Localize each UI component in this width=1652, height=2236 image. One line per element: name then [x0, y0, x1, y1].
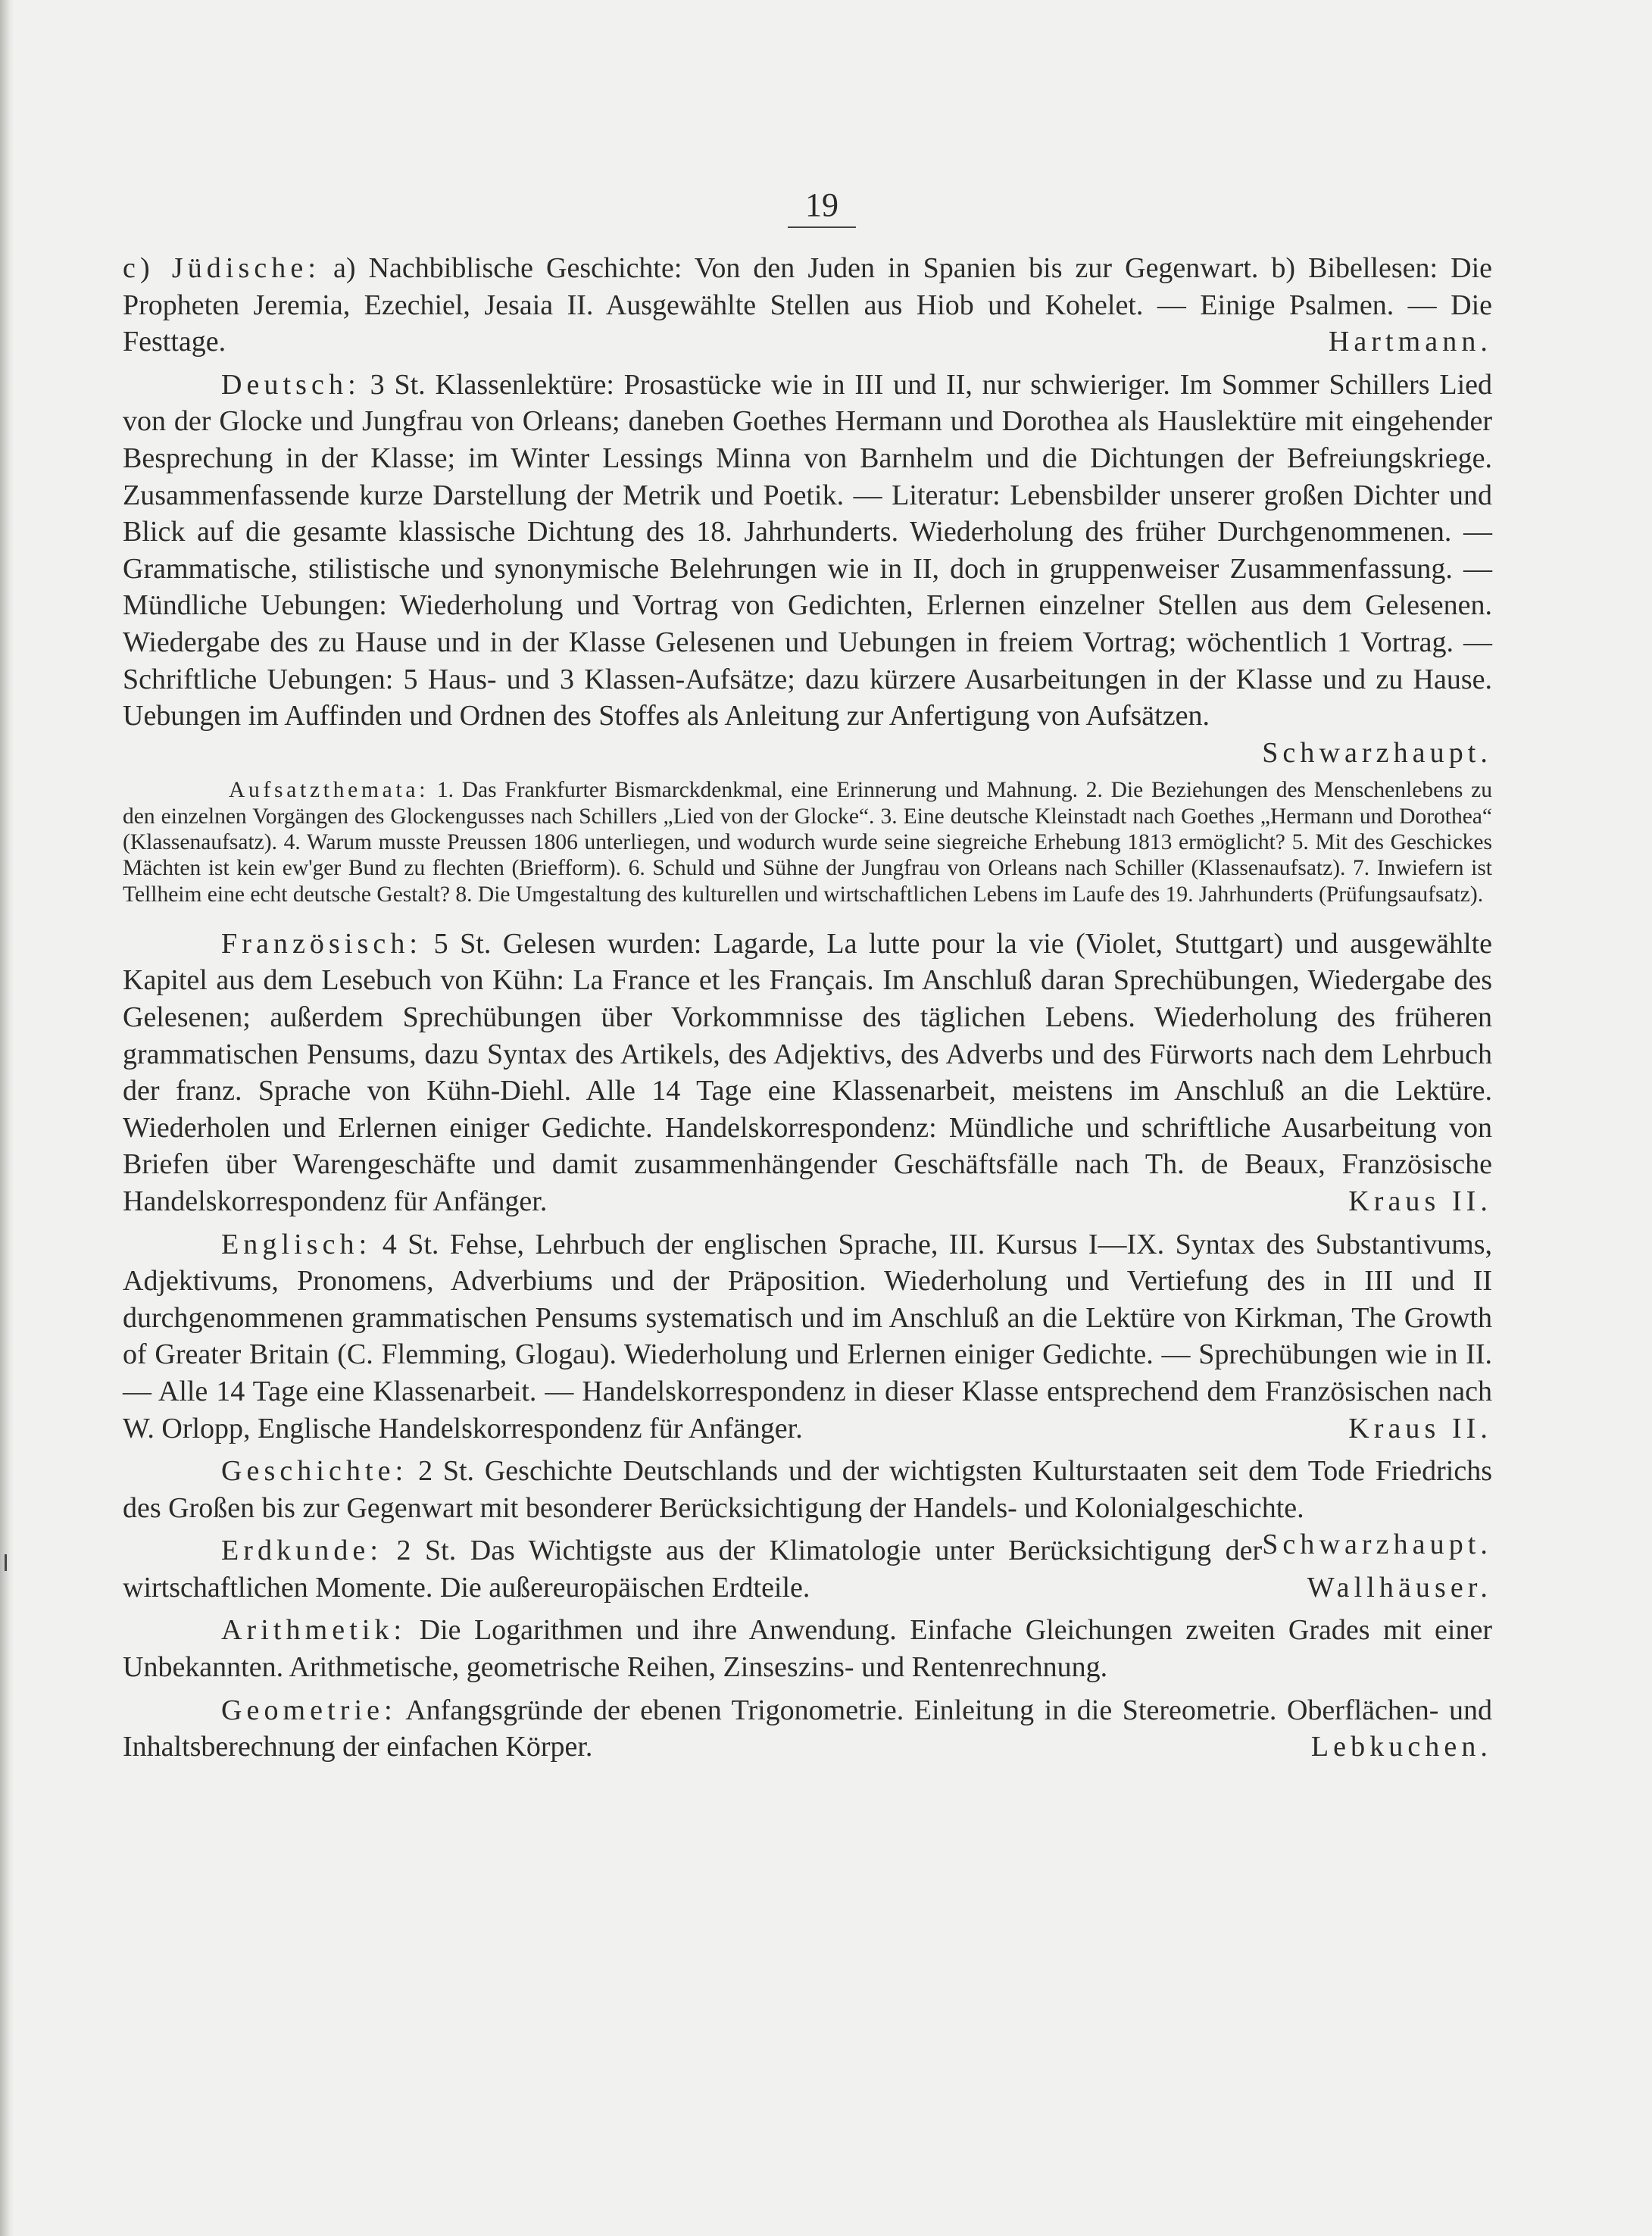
page-edge-shadow	[0, 0, 14, 2236]
section-lead: Französisch:	[221, 927, 423, 960]
teacher-name: Kraus II.	[1348, 1412, 1492, 1444]
section-lead: Geometrie:	[221, 1694, 397, 1726]
section-text: 2 St. Das Wichtigste aus der Klimatologie unter Berücksichtigung der wirtschaftlichen Momente. Die außereuropäischen Erdteile.	[123, 1535, 1263, 1604]
section-juedische	[123, 250, 1492, 361]
teacher-name: Hartmann.	[1328, 326, 1492, 358]
teacher-name: Schwarzhaupt.	[1262, 736, 1492, 769]
section-text: 3 St. Klassenlektüre: Prosastücke wie in III und II, nur schwieriger. Im Sommer Schillers Lied von der Glocke und Jungfrau von Orleans; daneben Goethes Hermann und Dorothea als Hauslektüre mit eingehender Besprechung in der Klasse; im Winter Lessings Minna von Barnhelm und die Dichtungen der Befreiungskriege. Zusammenfassende kurze Darstellung der Metrik und Poetik. — Literatur: Lebensbilder unserer großen Dichter und Blick auf die gesamte klassische Dichtung des 18. Jahrhunderts. Wiederholung des früher Durchgenommenen. — Grammatische, stilistische und synonymische Belehrungen wie in II, doch in gruppenweiser Zusammenfassung. — Mündliche Uebungen: Wiederholung und Vortrag von Gedichten, Erlernen einzelner Stellen aus dem Gelesenen. Wiedergabe des zu Hause und in der Klasse Gelesenen und Uebungen in freiem Vortrag; wöchentlich 1 Vortrag. — Schriftliche Uebungen: 5 Haus- und 3 Klassen-Aufsätze; dazu kürzere Ausarbeitungen in der Klasse und zu Hause. Uebungen im Auffinden und Ordnen des Stoffes als Anleitung zur Anfertigung von Aufsätzen.	[123, 368, 1492, 732]
section-text: Anfangsgründe der ebenen Trigonometrie. Einleitung in die Stereometrie. Oberflächen- und Inhaltsberechnung der einfachen Körper.	[123, 1694, 1492, 1763]
section-lead: Deutsch:	[221, 368, 361, 401]
section-text: 5 St. Gelesen wurden: Lagarde, La lutte pour la vie (Violet, Stuttgart) und ausgewählte Kapitel aus dem Lesebuch von Kühn: La France et les Français. Im Anschluß daran Sprechübungen, Wiedergabe des Gelesenen; außerdem Sprechübungen über Vorkommnisse des täglichen Lebens. Wiederholung des früheren grammatischen Pensums, dazu Syntax des Artikels, des Adjektivs, des Adverbs und des Fürworts nach dem Lehrbuch der franz. Sprache von Kühn-Diehl. Alle 14 Tage eine Klassenarbeit, meistens im Anschluß an die Lektüre. Wiederholen und Erlernen einiger Gedichte. Handelskorrespondenz: Mündliche und schriftliche Ausarbeitung von Briefen über Warengeschäfte und damit zusammenhängender Geschäftsfälle nach Th. de Beaux, Französische Handelskorrespondenz für Anfänger.	[123, 927, 1493, 1217]
teacher-name: Kraus II.	[1348, 1185, 1492, 1217]
section-aufsatzthemata	[123, 777, 1492, 907]
section-arithmetik	[123, 1612, 1492, 1685]
section-lead: Erdkunde:	[221, 1535, 383, 1567]
teacher-name: Schwarzhaupt.	[1262, 1529, 1492, 1561]
section-lead: Arithmetik:	[221, 1614, 407, 1647]
teacher-name: Lebkuchen.	[1310, 1731, 1492, 1763]
section-deutsch	[123, 367, 1492, 772]
teacher-name: Wallhäuser.	[1307, 1571, 1492, 1604]
section-lead: Aufsatzthemata:	[229, 778, 429, 803]
section-text: 1. Das Frankfurter Bismarckdenkmal, eine Erinnerung und Mahnung. 2. Die Beziehungen des Menschenlebens zu den einzelnen Vorgängen des Glockengusses nach Schillers „Lied von der Glocke“. 3. Eine deutsche Kleinstadt nach Goethes „Hermann und Dorothea“ (Klassenaufsatz). 4. Warum musste Preussen 1806 unterliegen, und wodurch wurde seine siegreiche Erhebung 1813 ermöglicht? 5. Mit des Geschickes Mächten ist kein ew'ger Bund zu flechten (Briefform). 6. Schuld und Sühne der Jungfrau von Orleans nach Schiller (Klassenaufsatz). 7. Inwiefern ist Tellheim eine echt deutsche Gestalt? 8. Die Umgestaltung des kulturellen und wirtschaftlichen Lebens im Laufe des 19. Jahrhunderts (Prüfungsaufsatz).	[123, 778, 1492, 907]
section-text: 4 St. Fehse, Lehrbuch der englischen Sprache, III. Kursus I—IX. Syntax des Substantivums, Adjektivums, Pronomens, Adverbiums und der Präposition. Wiederholung und Vertiefung des in III und II durchgenommenen grammatischen Pensums systematisch und im Anschluß an die Lektüre von Kirkman, The Growth of Greater Britain (C. Flemming, Glogau). Wiederholung und Erlernen einiger Gedichte. — Sprechübungen wie in II. — Alle 14 Tage eine Klassenarbeit. — Handelskorrespondenz in dieser Klasse entsprechend dem Französischen nach W. Orlopp, Englische Handelskorrespondenz für Anfänger.	[123, 1228, 1493, 1444]
section-lead: c) Jüdische:	[123, 252, 320, 284]
margin-mark	[5, 1554, 7, 1571]
section-text: a) Nachbiblische Geschichte: Von den Juden in Spanien bis zur Gegenwart. b) Bibellesen: Die Propheten Jeremia, Ezechiel, Jesaia II. Ausgewählte Stellen aus Hiob und Kohelet. — Einige Psalmen. — Die Festtage.	[123, 252, 1492, 358]
page-body	[123, 250, 1492, 1772]
section-geometrie	[123, 1692, 1492, 1766]
section-lead: Englisch:	[221, 1228, 372, 1260]
section-franzoesisch	[123, 926, 1492, 1220]
page-number: 19	[788, 186, 856, 228]
section-lead: Geschichte:	[221, 1455, 408, 1488]
section-text: 2 St. Geschichte Deutschlands und der wichtigsten Kulturstaaten seit dem Tode Friedrichs des Großen bis zur Gegenwart mit besonderer Berücksichtigung der Handels- und Kolonialgeschichte.	[123, 1455, 1493, 1524]
section-englisch	[123, 1226, 1492, 1447]
section-text: Die Logarithmen und ihre Anwendung. Einfache Gleichungen zweiten Grades mit einer Unbekannten. Arithmetische, geometrische Reihen, Zinseszins- und Rentenrechnung.	[123, 1614, 1492, 1684]
